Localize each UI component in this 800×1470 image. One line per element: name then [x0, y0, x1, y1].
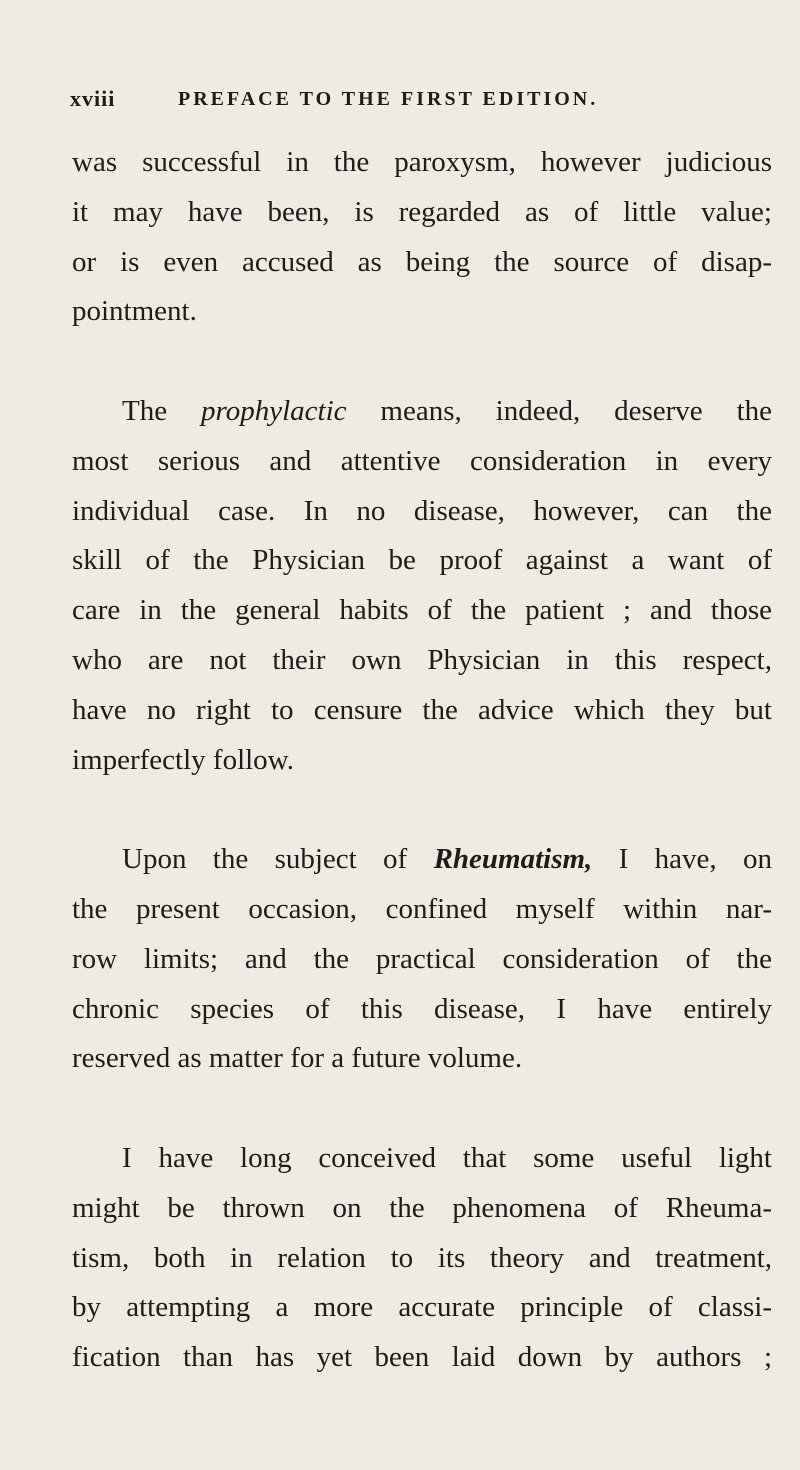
text-line — [72, 835, 772, 885]
text-run: means, indeed, deserve the — [346, 394, 772, 427]
text-run: The — [122, 394, 201, 427]
text-line: I have long conceived that some useful light — [122, 1141, 772, 1174]
text-line: skill of the Physician be proof against a want of — [72, 544, 772, 577]
text-line: who are not their own Physician in this respect, — [72, 643, 772, 676]
running-head — [70, 86, 730, 118]
italic-term: prophylactic — [201, 394, 347, 427]
text-line: by attempting a more accurate principle of classi- — [72, 1291, 772, 1324]
body-text — [72, 138, 772, 1383]
text-line: might be thrown on the phenomena of Rheuma- — [72, 1191, 772, 1224]
text-line: it may have been, is regarded as of little value; — [72, 195, 772, 228]
paragraph-2 — [72, 387, 772, 785]
text-line: care in the general habits of the patient ; and those — [72, 594, 772, 627]
text-line: individual case. In no disease, however, can the — [72, 494, 772, 527]
text-line: chronic species of this disease, I have entirely — [72, 992, 772, 1025]
text-line: or is even accused as being the source of disap- — [72, 245, 772, 278]
text-line — [72, 387, 772, 437]
page-number: xviii — [70, 86, 116, 111]
paragraph-1 — [72, 138, 772, 337]
bold-italic-term: Rheumatism, — [433, 843, 593, 876]
text-run: Upon the subject of — [122, 843, 434, 876]
text-line: most serious and attentive consideration in every — [72, 444, 772, 477]
paragraph-gap — [72, 337, 772, 387]
paragraph-3 — [72, 835, 772, 1084]
text-line: pointment. — [72, 295, 197, 328]
paragraph-gap — [72, 1084, 772, 1134]
paragraph-gap — [72, 785, 772, 835]
running-head-title: PREFACE TO THE FIRST EDITION. — [178, 88, 599, 110]
text-line: fication than has yet been laid down by authors ; — [72, 1341, 772, 1374]
text-line: was successful in the paroxysm, however judicious — [72, 146, 772, 178]
text-run: I have, on — [592, 843, 773, 876]
text-line: reserved as matter for a future volume. — [72, 1042, 523, 1075]
text-line: the present occasion, confined myself within nar- — [72, 892, 772, 925]
text-line: row limits; and the practical consideration of the — [72, 942, 772, 975]
text-line: have no right to censure the advice which they but — [72, 693, 772, 726]
text-line: tism, both in relation to its theory and treatment, — [72, 1241, 772, 1274]
paragraph-4 — [72, 1134, 772, 1383]
text-line: imperfectly follow. — [72, 743, 294, 776]
